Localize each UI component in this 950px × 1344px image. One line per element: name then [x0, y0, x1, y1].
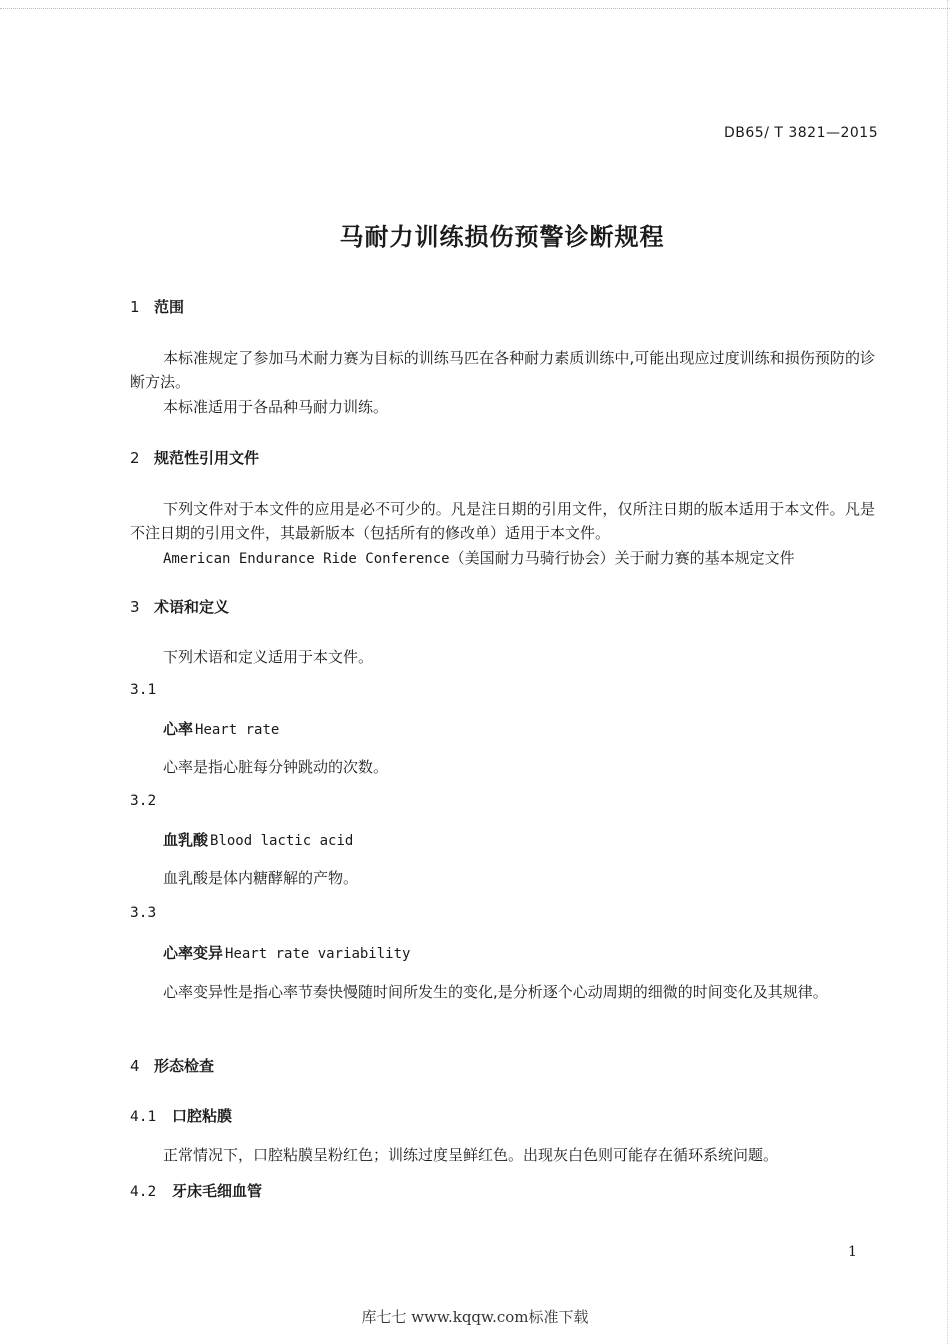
- section-1-heading: [130, 296, 184, 317]
- reference-english-name: American Endurance Ride Conference: [163, 551, 450, 567]
- subsection-4-1-heading: [130, 1105, 232, 1126]
- subsection-4-1-paragraph: 正常情况下，口腔粘膜呈粉红色；训练过度呈鲜红色。出现灰白色则可能存在循环系统问题。: [163, 1146, 779, 1164]
- term-1-definition: 心率是指心脏每分钟跳动的次数。: [163, 758, 389, 776]
- section-1-title: 范围: [154, 298, 185, 316]
- section-2-heading: [130, 447, 259, 468]
- subsection-4-1-number: 4.1: [130, 1109, 157, 1125]
- section-2-paragraph-1: 下列文件对于本文件的应用是必不可少的。凡是注日期的引用文件，仅所注日期的版本适用于本文件。凡是不注日期的引用文件，其最新版本（包括所有的修改单）适用于本文件。: [130, 500, 875, 542]
- section-3-title: 术语和定义: [154, 598, 230, 616]
- subsection-4-2-title: 牙床毛细血管: [172, 1182, 263, 1200]
- section-3-heading: [130, 596, 229, 617]
- section-1-paragraph-1: 本标准规定了参加马术耐力赛为目标的训练马匹在各种耐力素质训练中,可能出现应过度训练和损伤预防的诊断方法。: [130, 349, 875, 391]
- term-1-chinese: 心率: [163, 720, 194, 738]
- term-1-number: 3.1: [130, 682, 157, 698]
- term-3-chinese: 心率变异: [163, 944, 224, 962]
- term-3-definition: 心率变异性是指心率节奏快慢随时间所发生的变化,是分析逐个心动周期的细微的时间变化及其规律。: [163, 983, 828, 1001]
- reference-chinese-desc: （美国耐力马骑行协会）关于耐力赛的基本规定文件: [449, 549, 795, 567]
- section-2-number: 2: [130, 449, 140, 467]
- term-2-definition: 血乳酸是体内糖酵解的产物。: [163, 869, 359, 887]
- section-2-title: 规范性引用文件: [154, 449, 260, 467]
- download-watermark: 库七七 www.kqqw.com标准下载: [361, 1308, 589, 1326]
- page-title: 马耐力训练损伤预警诊断规程: [339, 223, 665, 251]
- term-2-english: Blood lactic acid: [210, 833, 354, 849]
- scan-top-edge: [0, 0, 950, 9]
- term-2-number: 3.2: [130, 793, 157, 809]
- section-3-intro: 下列术语和定义适用于本文件。: [163, 648, 374, 666]
- section-1-paragraph-2: 本标准适用于各品种马耐力训练。: [163, 398, 389, 416]
- section-2-reference: [163, 546, 795, 571]
- term-2-heading: [163, 829, 353, 850]
- subsection-4-1-title: 口腔粘膜: [172, 1107, 233, 1125]
- scan-right-edge: [946, 0, 948, 1344]
- document-code: DB65/ T 3821—2015: [724, 125, 879, 141]
- term-3-english: Heart rate variability: [225, 946, 411, 962]
- term-1-english: Heart rate: [195, 722, 280, 738]
- section-3-number: 3: [130, 598, 140, 616]
- section-4-number: 4: [130, 1057, 140, 1075]
- subsection-4-2-heading: [130, 1180, 262, 1201]
- term-1-heading: [163, 718, 279, 739]
- term-2-chinese: 血乳酸: [163, 831, 209, 849]
- term-3-number: 3.3: [130, 905, 157, 921]
- page-number: 1: [848, 1244, 857, 1260]
- term-3-heading: [163, 942, 410, 963]
- section-4-heading: [130, 1055, 214, 1076]
- section-4-title: 形态检查: [154, 1057, 215, 1075]
- subsection-4-2-number: 4.2: [130, 1184, 157, 1200]
- section-1-number: 1: [130, 298, 140, 316]
